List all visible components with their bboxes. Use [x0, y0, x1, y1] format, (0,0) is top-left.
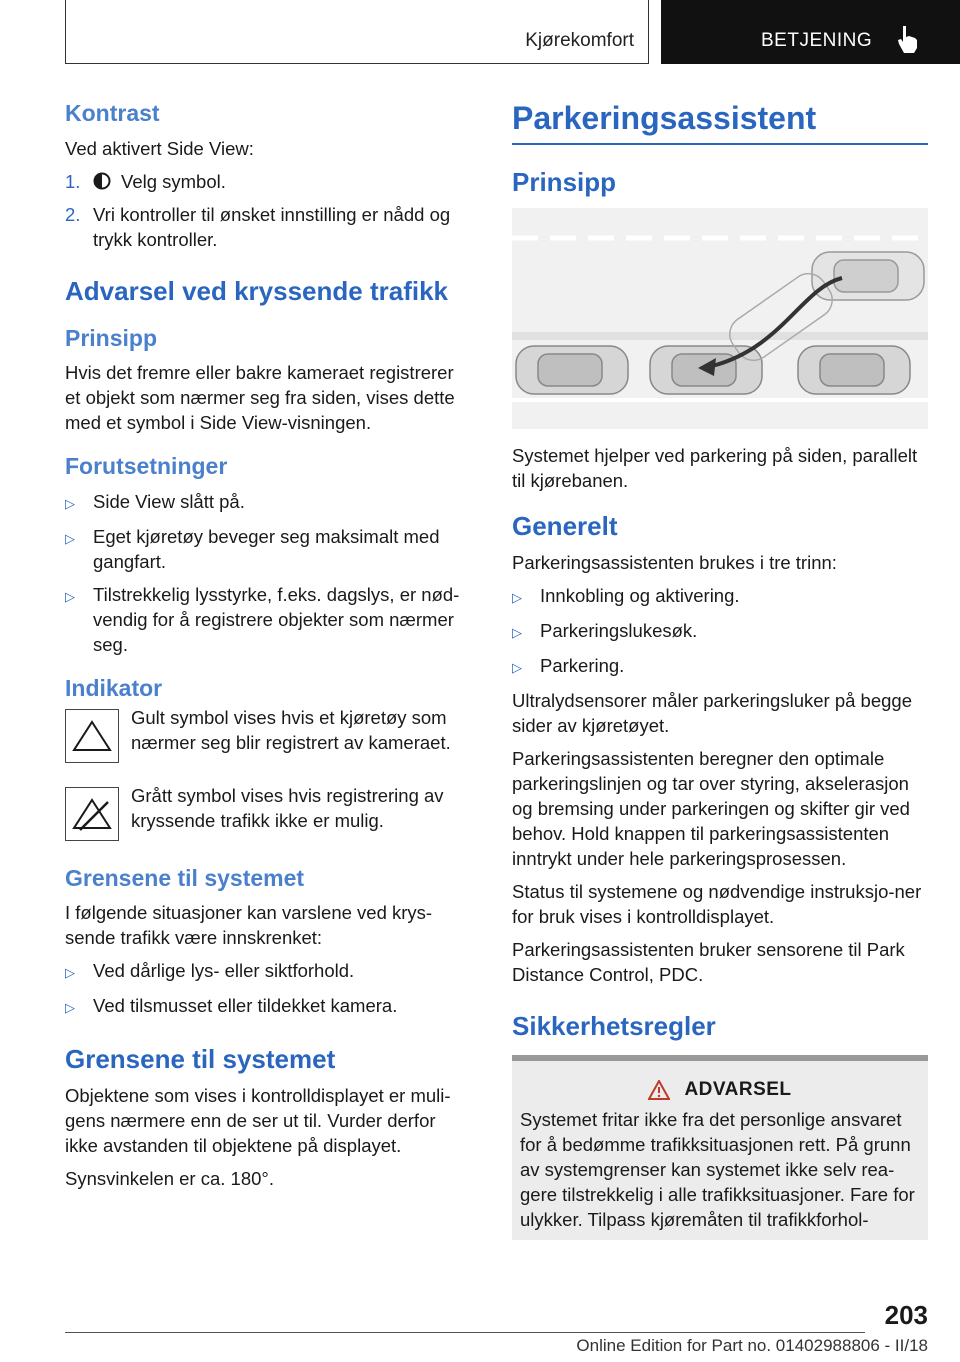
warning-text: Systemet fritar ikke fra det personlige ansvaret for å bedømme trafikksituasjonen rett. På grunn av systemgrenser kan systemet ikke selv rea-gere tilstrekkelig i alle trafikksituasjoner. Fare for ulykker. Tilpass kjøremåten til trafikkforhol-	[520, 1108, 915, 1230]
grensene-intro: I følgende situasjoner kan varslene ved krys-sende trafikk være innskrenket:	[65, 902, 433, 949]
triangle-bullet-icon: ▷	[65, 495, 75, 511]
kontrast-step-2	[65, 202, 467, 252]
footer-divider	[65, 1332, 865, 1333]
pointing-hand-icon	[895, 24, 921, 54]
paragraph: Parkeringsassistenten bruker sensorene til Park Distance Control, PDC.	[512, 939, 905, 986]
step-number: 1.	[65, 170, 81, 192]
list-item: ▷ Innkobling og aktivering.	[512, 583, 928, 610]
list-item: ▷ Ved dårlige lys- eller siktforhold.	[65, 958, 467, 985]
car-icon	[798, 346, 910, 394]
contrast-icon	[93, 172, 111, 190]
warning-title: ADVARSEL	[684, 1078, 792, 1100]
page-title: Parkeringsassistent	[512, 100, 928, 145]
generelt-intro: Parkeringsassistenten brukes i tre trinn:	[512, 552, 837, 574]
chapter-title: BETJENING	[761, 30, 873, 51]
kontrast-intro: Ved aktivert Side View:	[65, 137, 254, 159]
step-text: Velg symbol.	[121, 170, 226, 192]
figure-caption: Systemet hjelper ved parkering på siden, parallelt til kjørebanen.	[512, 445, 918, 492]
paragraph: Status til systemene og nødvendige instruksjo-ner for bruk vises i kontrolldisplayet.	[512, 881, 922, 928]
paragraph: Parkeringsassistenten beregner den optimale parkeringslinjen og tar over styring, akselerasjon og bremsing under parkeringen og skifter gir ved behov. Hold knappen til parkeringsassistenten inntrykt under hele parkeringsprosessen.	[512, 748, 910, 870]
warning-triangle-crossed-icon	[70, 796, 114, 832]
indikator-heading: Indikator	[65, 674, 163, 701]
list-item: ▷ Parkeringslukesøk.	[512, 618, 928, 645]
sikkerhet-heading: Sikkerhetsregler	[512, 1011, 716, 1042]
kontrast-step-1	[65, 169, 467, 194]
paragraph: Ultralydsensorer måler parkeringsluker på begge sider av kjøretøyet.	[512, 690, 912, 737]
triangle-bullet-icon: ▷	[512, 625, 522, 641]
parking-diagram	[512, 208, 928, 429]
step-text: Vri kontroller til ønsket innstilling er nådd og trykk kontroller.	[93, 203, 451, 250]
prinsipp-heading: Prinsipp	[65, 324, 158, 351]
left-column	[65, 100, 467, 1191]
chapter-tab	[661, 0, 960, 64]
step-number: 2.	[65, 203, 81, 225]
grensene-heading-1: Grensene til systemet	[65, 864, 305, 891]
indicator-grey-symbol	[65, 787, 119, 841]
list-item: ▷ Ved tilsmusset eller tildekket kamera.	[65, 993, 467, 1020]
right-column	[512, 100, 928, 1240]
indicator-grey	[65, 784, 467, 841]
triangle-bullet-icon: ▷	[65, 1000, 75, 1016]
grensene-heading-2: Grensene til systemet	[65, 1044, 336, 1075]
warning-triangle-icon	[70, 718, 114, 754]
kontrast-heading: Kontrast	[65, 100, 160, 126]
section-tab	[65, 0, 649, 64]
edition-text: Online Edition for Part no. 01402988806 - II/18	[576, 1336, 928, 1355]
indicator-yellow	[65, 706, 467, 763]
car-icon	[812, 252, 924, 300]
indicator-yellow-text: Gult symbol vises hvis et kjøretøy som nærmer seg blir registrert av kameraet.	[131, 706, 451, 753]
prinsipp-text: Hvis det fremre eller bakre kameraet registrerer et objekt som nærmer seg fra siden, vises dette med et symbol i Side View-visningen.	[65, 362, 455, 434]
list-item: ▷ Eget kjøretøy beveger seg maksimalt med gangfart.	[65, 525, 440, 572]
parking-illustration	[512, 208, 928, 429]
warning-box	[512, 1055, 928, 1240]
indicator-yellow-symbol	[65, 709, 119, 763]
triangle-bullet-icon: ▷	[512, 660, 522, 676]
page-header	[0, 0, 960, 66]
forutsetninger-heading: Forutsetninger	[65, 453, 228, 480]
generelt-heading: Generelt	[512, 511, 618, 542]
indicator-grey-text: Grått symbol vises hvis registrering av kryssende trafikk ikke er mulig.	[131, 784, 444, 831]
page-number: 203	[884, 1300, 928, 1330]
section-title: Kjørekomfort	[525, 30, 634, 51]
warning-title-row	[520, 1079, 920, 1101]
triangle-bullet-icon: ▷	[65, 530, 75, 546]
list-item: ▷ Tilstrekkelig lysstyrke, f.eks. dagslys, er nød-vendig for å registrere objekter som nærmer seg.	[65, 583, 460, 655]
warning-triangle-icon	[648, 1080, 670, 1100]
list-item: ▷ Side View slått på.	[65, 489, 467, 516]
triangle-bullet-icon: ▷	[65, 588, 75, 604]
prinsipp-heading-right: Prinsipp	[512, 167, 617, 197]
grensene-text: Objektene som vises i kontrolldisplayet er muli-gens nærmere enn de ser ut til. Vurder derfor ikke avstanden til objektene på displayet.	[65, 1085, 451, 1157]
triangle-bullet-icon: ▷	[512, 590, 522, 606]
cross-traffic-heading: Advarsel ved kryssende trafikk	[65, 275, 448, 306]
car-icon	[516, 346, 628, 394]
list-item: ▷ Parkering.	[512, 653, 928, 680]
synsvinkel-text: Synsvinkelen er ca. 180°.	[65, 1168, 274, 1190]
triangle-bullet-icon: ▷	[65, 965, 75, 981]
